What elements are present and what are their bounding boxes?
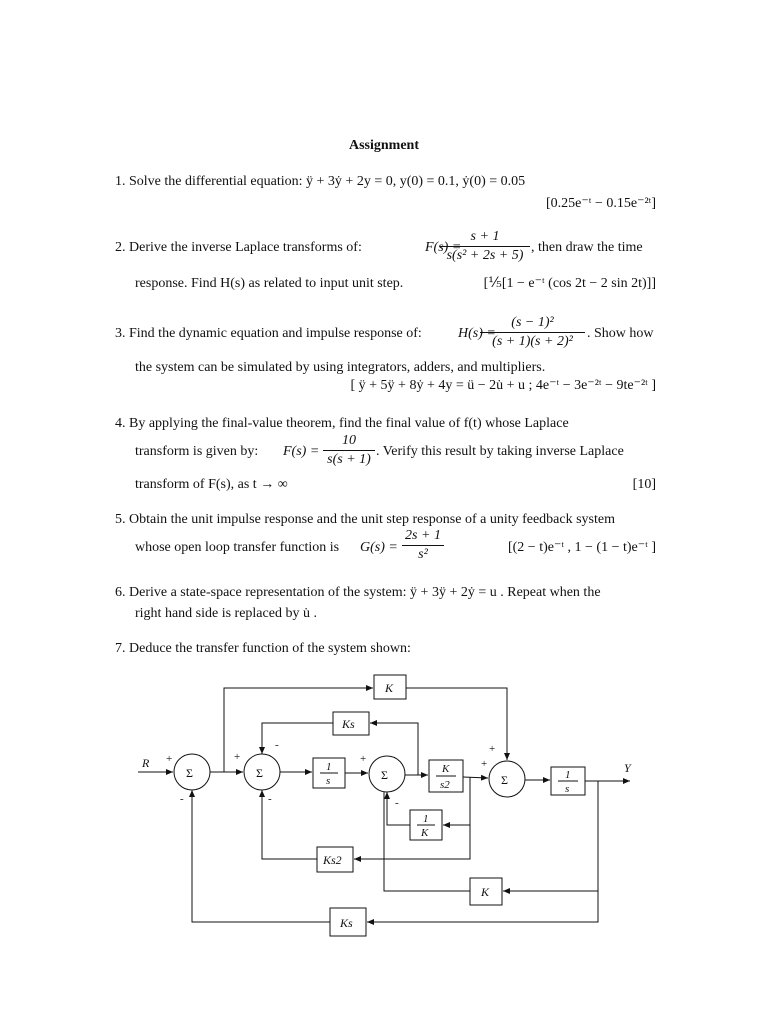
question-5-answer: [(2 − t)e⁻ᵗ , 1 − (1 − t)e⁻ᵗ ] [507, 540, 656, 555]
block-1-over-s-a-den: s [326, 775, 331, 787]
sum-symbol-3: Σ [381, 768, 388, 782]
block-1-over-s-b-num: 1 [565, 769, 571, 781]
sign-plus-2: + [234, 751, 241, 763]
question-7-line1: 7. Deduce the transfer function of the system shown: [115, 641, 411, 656]
question-5-pre: whose open loop transfer function is [135, 540, 340, 555]
question-4-post: . Verify this result by taking inverse Laplace [376, 444, 624, 459]
sum-symbol-2: Σ [256, 766, 263, 780]
block-k-top-label: K [385, 681, 394, 695]
question-6-line1: 6. Derive a state-space representation of the system: ÿ + 3ÿ + 2ẏ = u . Repeat when the [115, 585, 601, 600]
block-ks2-label: Ks2 [323, 853, 342, 867]
question-1-answer: [0.25e⁻ᵗ − 0.15e⁻²ᵗ] [546, 196, 656, 211]
block-1-over-k-den: K [421, 827, 429, 839]
block-k-over-s2-num: K [442, 763, 450, 775]
block-k-lower-label: K [481, 885, 490, 899]
question-4-marks: [10] [632, 477, 656, 492]
block-1-over-s-b-den: s [565, 783, 570, 795]
sign-minus-2a: - [275, 739, 279, 751]
sign-plus-4a: + [489, 743, 496, 755]
question-6-line2: right hand side is replaced by u̇ . [135, 606, 317, 621]
question-3-line2: the system can be simulated by using integrators, adders, and multipliers. [135, 360, 546, 375]
block-ks-upper-label: Ks [342, 717, 355, 731]
question-5-lhs: G(s) = [360, 540, 398, 555]
question-4-numerator: 10 [342, 433, 356, 448]
question-4-denominator: s(s + 1) [327, 452, 371, 467]
sum-symbol-4: Σ [501, 773, 508, 787]
block-1-over-k-num: 1 [423, 813, 429, 825]
sign-minus-1: - [180, 793, 184, 805]
assignment-title: Assignment [348, 138, 419, 153]
question-2-post: , then draw the time [531, 240, 643, 255]
output-label: Y [624, 761, 631, 775]
question-2-text: 2. Derive the inverse Laplace transforms of: [115, 240, 362, 255]
sign-plus-1: + [166, 753, 173, 765]
block-1-over-s-a-num: 1 [326, 761, 332, 773]
question-4-pre: transform is given by: [135, 444, 259, 459]
question-3-answer: [ ÿ + 5ÿ + 8ẏ + 4y = ü − 2u̇ + u ; 4e⁻ᵗ − 3e⁻²ᵗ − 9te⁻²ᵗ ] [350, 378, 656, 393]
question-4-lhs: F(s) = [283, 444, 320, 459]
block-ks-lower-label: Ks [340, 916, 353, 930]
question-5-numerator: 2s + 1 [405, 528, 441, 543]
question-3-numerator: (s − 1)² [511, 315, 554, 330]
question-4-line3: transform of F(s), as t → ∞ [135, 477, 288, 492]
question-3-post: . Show how [587, 326, 654, 341]
question-3-lhs: H(s) = [458, 326, 496, 341]
question-2-denominator: s(s² + 2s + 5) [446, 248, 524, 263]
question-2-numerator: s + 1 [470, 229, 500, 244]
question-1-text: 1. Solve the differential equation: ÿ + 3ẏ + 2y = 0, y(0) = 0.1, ẏ(0) = 0.05 [115, 174, 526, 189]
sum-symbol-1: Σ [186, 766, 193, 780]
question-2-lhs: F(s) = [425, 240, 462, 255]
question-5-denominator: s² [418, 547, 428, 562]
question-2-line2: response. Find H(s) as related to input unit step. [135, 276, 404, 291]
sign-minus-3: - [395, 797, 399, 809]
question-2-answer: [⅕[1 − e⁻ᵗ (cos 2t − 2 sin 2t)]] [483, 276, 656, 291]
question-4-line1: 4. By applying the final-value theorem, find the final value of f(t) whose Laplace [115, 416, 569, 431]
sign-plus-3: + [360, 753, 367, 765]
block-k-over-s2-den: s2 [440, 779, 450, 791]
input-label: R [142, 756, 150, 770]
question-3-text: 3. Find the dynamic equation and impulse response of: [115, 326, 422, 341]
question-3-denominator: (s + 1)(s + 2)² [492, 334, 573, 349]
sign-minus-2b: - [268, 793, 272, 805]
question-5-line1: 5. Obtain the unit impulse response and the unit step response of a unity feedback system [115, 512, 616, 527]
sign-plus-4b: + [481, 758, 488, 770]
